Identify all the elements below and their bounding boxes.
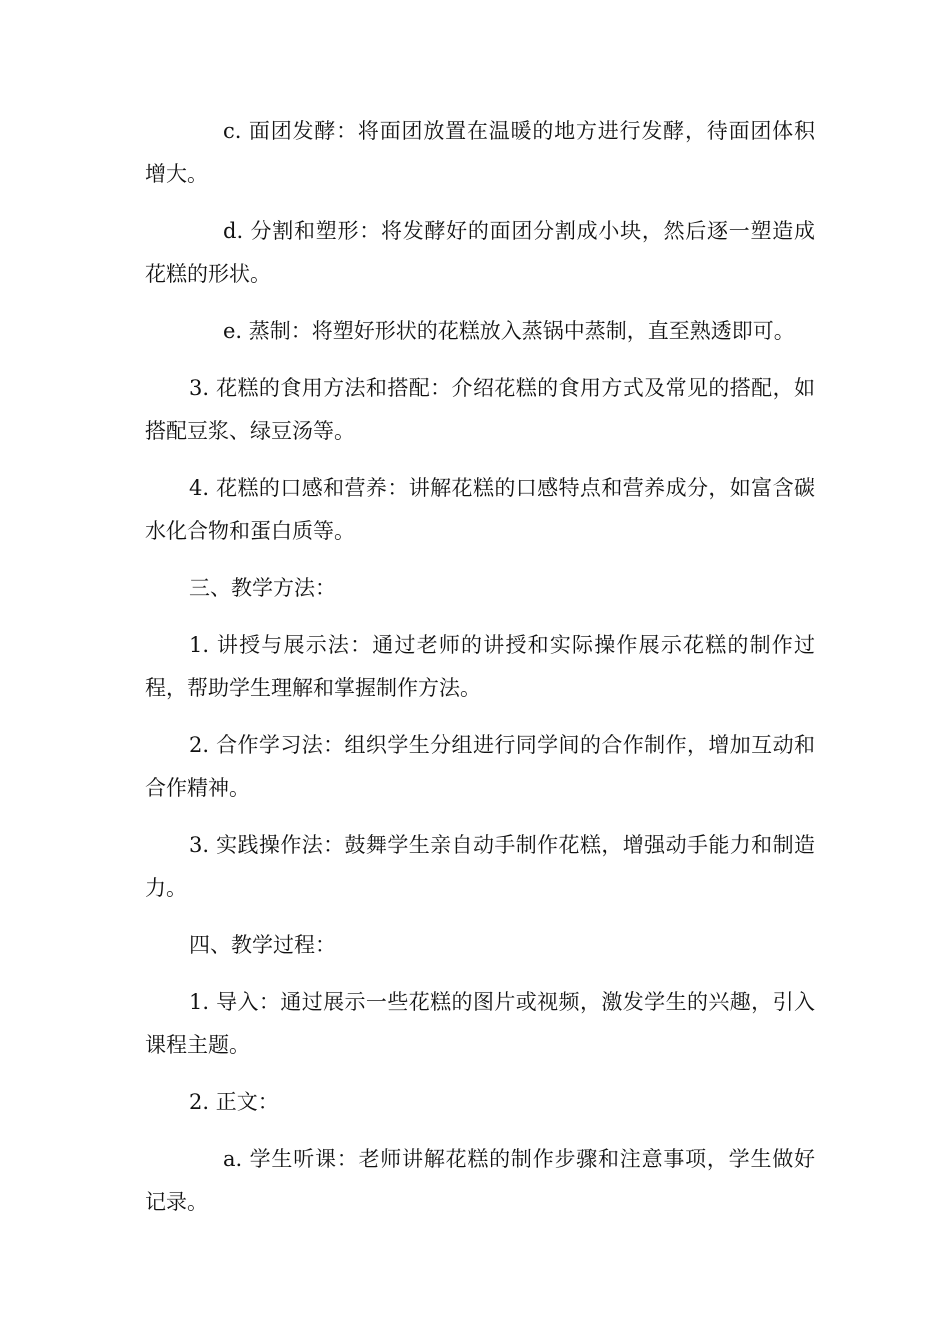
paragraph-method-3: 3. 实践操作法：鼓舞学生亲自动手制作花糕，增强动手能力和制造力。: [145, 833, 815, 900]
paragraph-process-2a: a. 学生听课：老师讲解花糕的制作步骤和注意事项，学生做好记录。: [145, 1147, 815, 1214]
paragraph-method-2: 2. 合作学习法：组织学生分组进行同学间的合作制作，增加互动和合作精神。: [145, 733, 815, 800]
paragraph-item-3-eating: 3. 花糕的食用方法和搭配：介绍花糕的食用方式及常见的搭配，如搭配豆浆、绿豆汤等。: [145, 376, 815, 443]
paragraph-item-4-nutrition: 4. 花糕的口感和营养：讲解花糕的口感特点和营养成分，如富含碳水化合物和蛋白质等。: [145, 476, 815, 543]
paragraph-step-c: c. 面团发酵：将面团放置在温暖的地方进行发酵，待面团体积增大。: [145, 119, 815, 186]
section-heading-process: 四、教学过程：: [189, 933, 336, 957]
paragraph-method-1: 1. 讲授与展示法：通过老师的讲授和实际操作展示花糕的制作过程，帮助学生理解和掌握制作方法。: [145, 633, 815, 700]
section-heading-methods: 三、教学方法：: [189, 576, 336, 600]
paragraph-process-1: 1. 导入：通过展示一些花糕的图片或视频，激发学生的兴趣，引入课程主题。: [145, 990, 815, 1057]
paragraph-step-e: e. 蒸制：将塑好形状的花糕放入蒸锅中蒸制，直至熟透即可。: [223, 319, 795, 343]
paragraph-process-2: 2. 正文：: [189, 1090, 279, 1114]
paragraph-step-d: d. 分割和塑形：将发酵好的面团分割成小块，然后逐一塑造成花糕的形状。: [145, 219, 815, 286]
document-body: [145, 110, 815, 1238]
